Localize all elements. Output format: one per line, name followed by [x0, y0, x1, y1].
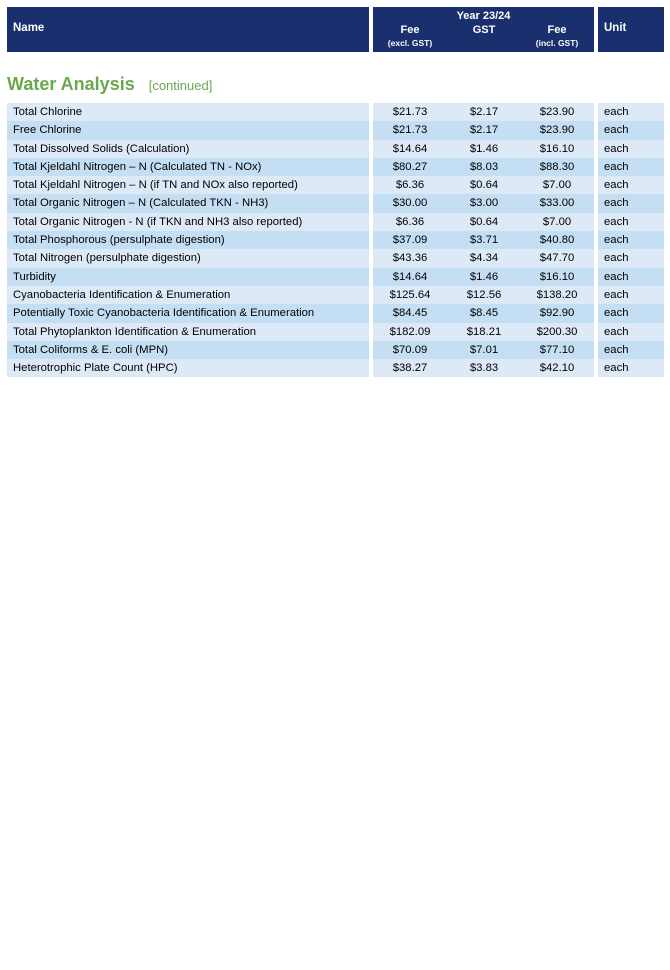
section-heading	[7, 74, 212, 95]
row-fees	[373, 158, 594, 176]
row-unit: each	[598, 121, 664, 139]
row-name: Free Chlorine	[7, 121, 369, 139]
row-unit: each	[598, 103, 664, 121]
row-fee-incl: $200.30	[536, 325, 578, 338]
table-row	[7, 323, 664, 341]
table-row	[7, 231, 664, 249]
row-fees	[373, 304, 594, 322]
row-fee-excl: $43.36	[392, 252, 428, 265]
section-title: Water Analysis	[7, 74, 135, 94]
table-row	[7, 176, 664, 194]
table-row	[7, 286, 664, 304]
row-fee-incl: $77.10	[539, 343, 575, 356]
row-fee-excl: $6.36	[395, 215, 425, 228]
table-row	[7, 103, 664, 121]
row-name: Total Organic Nitrogen - N (if TKN and NH3 also reported)	[7, 213, 369, 231]
row-gst: $1.46	[469, 142, 499, 155]
row-fee-incl: $23.90	[539, 124, 575, 137]
row-name: Total Coliforms & E. coli (MPN)	[7, 341, 369, 359]
header-fee-group	[373, 7, 594, 52]
row-fees	[373, 194, 594, 212]
row-name: Total Dissolved Solids (Calculation)	[7, 140, 369, 158]
header-gst-label: GST	[472, 24, 496, 36]
header-fee-incl	[520, 24, 594, 48]
row-unit: each	[598, 341, 664, 359]
row-fee-incl: $88.30	[539, 160, 575, 173]
table-row	[7, 359, 664, 377]
row-fee-incl: $7.00	[542, 179, 572, 192]
header-fee-incl-sub: (incl. GST)	[535, 38, 579, 48]
row-fee-excl: $38.27	[392, 362, 428, 375]
row-gst: $7.01	[469, 343, 499, 356]
row-fees	[373, 359, 594, 377]
row-fees	[373, 103, 594, 121]
header-fee-excl-sub: (excl. GST)	[387, 38, 433, 48]
row-gst: $0.64	[469, 215, 499, 228]
row-fees	[373, 140, 594, 158]
row-gst: $3.71	[469, 234, 499, 247]
row-unit: each	[598, 304, 664, 322]
row-fee-excl: $14.64	[392, 270, 428, 283]
row-fees	[373, 341, 594, 359]
row-gst: $4.34	[469, 252, 499, 265]
row-gst: $2.17	[469, 124, 499, 137]
row-fees	[373, 323, 594, 341]
row-unit: each	[598, 286, 664, 304]
row-name: Potentially Toxic Cyanobacteria Identification & Enumeration	[7, 304, 369, 322]
row-gst: $1.46	[469, 270, 499, 283]
row-fee-excl: $125.64	[389, 288, 431, 301]
row-fee-incl: $47.70	[539, 252, 575, 265]
row-fee-incl: $23.90	[539, 106, 575, 118]
row-gst: $2.17	[469, 106, 499, 118]
table-row	[7, 158, 664, 176]
row-fees	[373, 121, 594, 139]
section-subtitle: [continued]	[148, 78, 213, 93]
row-name: Total Organic Nitrogen – N (Calculated TKN - NH3)	[7, 194, 369, 212]
row-fee-excl: $14.64	[392, 142, 428, 155]
table-row	[7, 194, 664, 212]
row-fee-incl: $42.10	[539, 362, 575, 375]
header-year-label: Year 23/24	[456, 10, 511, 22]
row-unit: each	[598, 359, 664, 377]
row-fee-incl: $33.00	[539, 197, 575, 210]
table-row	[7, 304, 664, 322]
row-name: Total Kjeldahl Nitrogen – N (if TN and NOx also reported)	[7, 176, 369, 194]
row-fee-excl: $30.00	[392, 197, 428, 210]
row-unit: each	[598, 140, 664, 158]
row-fee-incl: $40.80	[539, 234, 575, 247]
header-unit-label: Unit	[604, 22, 627, 34]
header-name-label: Name	[13, 22, 45, 34]
row-unit: each	[598, 323, 664, 341]
row-name: Turbidity	[7, 268, 369, 286]
row-unit: each	[598, 268, 664, 286]
header-unit-cell	[598, 7, 664, 52]
table-row	[7, 341, 664, 359]
row-name: Heterotrophic Plate Count (HPC)	[7, 359, 369, 377]
row-fees	[373, 213, 594, 231]
row-gst: $12.56	[466, 288, 502, 301]
row-fee-incl: $92.90	[539, 307, 575, 320]
table-row	[7, 249, 664, 267]
row-fee-excl: $80.27	[392, 160, 428, 173]
row-fee-incl: $16.10	[539, 270, 575, 283]
row-fee-excl: $21.73	[392, 124, 428, 137]
row-fee-incl: $7.00	[542, 215, 572, 228]
row-fee-excl: $84.45	[392, 307, 428, 320]
row-fees	[373, 286, 594, 304]
table-row	[7, 268, 664, 286]
row-name: Total Phytoplankton Identification & Enumeration	[7, 323, 369, 341]
row-unit: each	[598, 176, 664, 194]
header-fee-excl	[373, 24, 447, 48]
row-name: Total Phosphorous (persulphate digestion)	[7, 231, 369, 249]
row-gst: $3.83	[469, 362, 499, 375]
row-unit: each	[598, 158, 664, 176]
row-unit: each	[598, 213, 664, 231]
row-fees	[373, 176, 594, 194]
row-name: Cyanobacteria Identification & Enumeration	[7, 286, 369, 304]
row-fee-excl: $37.09	[392, 234, 428, 247]
fee-table-body	[7, 103, 664, 377]
row-gst: $0.64	[469, 179, 499, 192]
row-fee-excl: $182.09	[389, 325, 431, 338]
row-gst: $8.45	[469, 307, 499, 320]
row-fees	[373, 249, 594, 267]
row-gst: $18.21	[466, 325, 502, 338]
row-gst: $8.03	[469, 160, 499, 173]
table-row	[7, 121, 664, 139]
row-fee-incl: $138.20	[536, 288, 578, 301]
row-unit: each	[598, 231, 664, 249]
header-name-cell	[7, 7, 369, 52]
row-fees	[373, 268, 594, 286]
row-gst: $3.00	[469, 197, 499, 210]
header-fee-excl-label: Fee	[400, 24, 420, 36]
header-fee-incl-label: Fee	[547, 24, 567, 36]
row-fees	[373, 231, 594, 249]
row-fee-excl: $70.09	[392, 343, 428, 356]
row-fee-excl: $21.73	[392, 106, 428, 118]
row-name: Total Chlorine	[7, 103, 369, 121]
table-row	[7, 140, 664, 158]
row-name: Total Kjeldahl Nitrogen – N (Calculated TN - NOx)	[7, 158, 369, 176]
header-gst	[447, 24, 521, 36]
row-fee-excl: $6.36	[395, 179, 425, 192]
table-row	[7, 213, 664, 231]
row-fee-incl: $16.10	[539, 142, 575, 155]
row-name: Total Nitrogen (persulphate digestion)	[7, 249, 369, 267]
row-unit: each	[598, 249, 664, 267]
row-unit: each	[598, 194, 664, 212]
